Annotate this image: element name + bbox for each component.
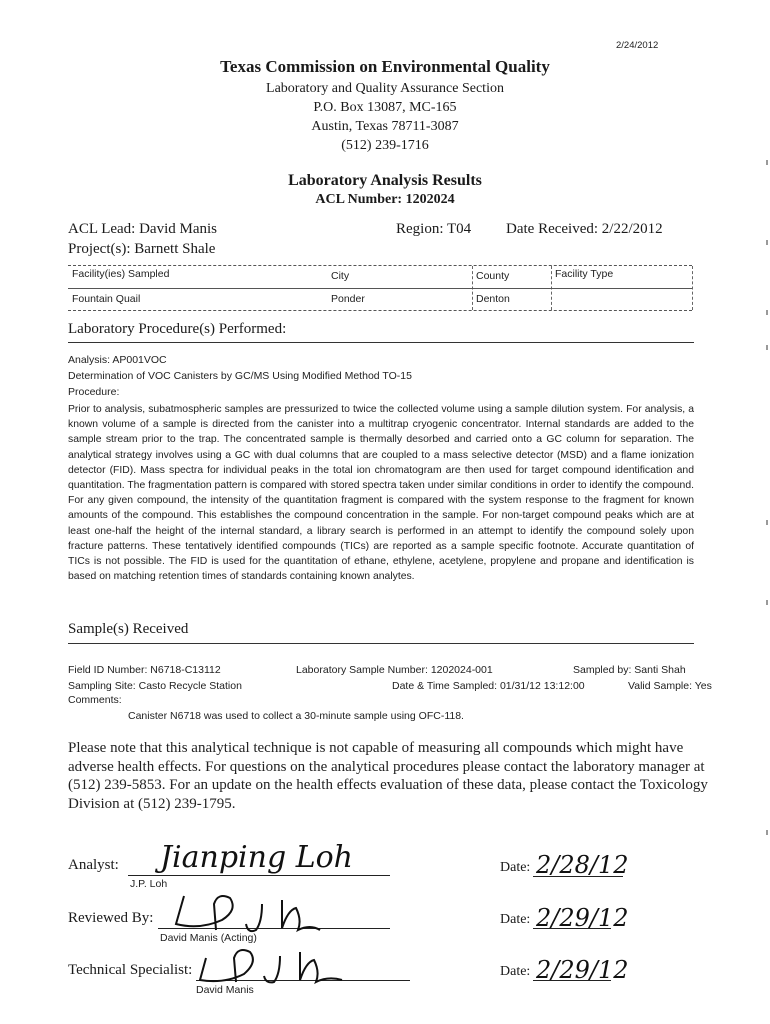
acl-lead: ACL Lead: David Manis: [68, 221, 217, 237]
section-name: Laboratory and Quality Assurance Section: [266, 81, 504, 96]
date-received: Date Received: 2/22/2012: [506, 221, 663, 237]
table-header-city: City: [331, 270, 350, 282]
field-id: Field ID Number: N6718-C13112: [68, 664, 221, 676]
table-cell-facility: Fountain Quail: [72, 293, 141, 305]
acl-number: ACL Number: 1202024: [315, 192, 455, 207]
sampling-site: Sampling Site: Casto Recycle Station: [68, 680, 242, 692]
lab-sample-number: Laboratory Sample Number: 1202024-001: [296, 664, 493, 676]
analysis-code: Analysis: AP001VOC: [68, 354, 167, 366]
health-notice: Please note that this analytical technique is not capable of measuring all compounds which might have adverse health effects. For questions on the analytical procedures please contact the laboratory manager at (512) 239-5853. For an update on the health effects evaluation of these data, please contact the Toxicology Division at (512) 239-1795.: [68, 740, 708, 812]
table-header-facility-type: Facility Type: [555, 268, 614, 280]
valid-sample: Valid Sample: Yes: [628, 680, 712, 692]
table-header-county: County: [476, 270, 510, 282]
analyst-signature: Jianping Loh: [160, 840, 353, 875]
reviewer-name: David Manis (Acting): [160, 932, 257, 944]
tech-date-label: Date:: [500, 964, 531, 979]
region: Region: T04: [396, 221, 472, 237]
analyst-label: Analyst:: [68, 857, 119, 873]
tech-specialist-name: David Manis: [196, 984, 254, 996]
procedure-label: Procedure:: [68, 386, 120, 398]
table-cell-city: Ponder: [331, 293, 365, 305]
samples-heading: Sample(s) Received: [68, 621, 189, 637]
reviewer-signature: [170, 890, 350, 935]
sample-comment: Canister N6718 was used to collect a 30-minute sample using OFC-118.: [128, 710, 464, 722]
reviewed-label: Reviewed By:: [68, 910, 154, 926]
org-name: Texas Commission on Environmental Quality: [220, 57, 550, 76]
po-box: P.O. Box 13087, MC-165: [313, 100, 457, 115]
report-date: 2/24/2012: [616, 40, 659, 51]
table-header-facility: Facility(ies) Sampled: [72, 268, 170, 280]
city-line: Austin, Texas 78711-3087: [311, 119, 459, 134]
phone: (512) 239-1716: [341, 138, 429, 153]
tech-date: 2/29/12: [536, 956, 629, 984]
analyst-name: J.P. Loh: [130, 878, 168, 890]
analyst-date-label: Date:: [500, 860, 531, 875]
reviewed-date: 2/29/12: [536, 904, 629, 932]
date-time-sampled: Date & Time Sampled: 01/31/12 13:12:00: [392, 680, 585, 692]
procedure-text: Prior to analysis, subatmospheric samples are pressurized to twice the collected volume using a sample dilution system. For analysis, a known volume of a sample is directed from the canister into a multitrap cryogenic concentrator. Internal standards are added to the sample stream prior to the trap. The concentrated sample is thermally desorbed and carried onto a GC column for separation. The analytical strategy involves using a GC with dual columns that are coupled to a mass selective detector (MSD) and a flame ionization detector (FID). Mass spectra for individual peaks in the total ion chromatogram are then used for target compound identification and quantitation. The fragmentation pattern is compared with stored spectra taken under similar conditions in order to identify the compound. For any given compound, the intensity of the quantitation fragment is compared with the system response to the fragment for known amounts of the compound. This establishes the compound concentration in the sample. For non-target compound peaks which are at least one-half the height of the internal standard, a library search is performed in an attempt to identify the compound solely upon fracture patterns. These tentatively identified compounds (TICs) are reported as a sample specific footnote. Accurate quantitation of TICs is not possible. The FID is used for the quantitation of ethane, ethylene, acetylene, propylene and propane and identification is based on matching retention times of standards containing known analytes.: [68, 404, 694, 583]
tech-specialist-label: Technical Specialist:: [68, 962, 193, 978]
tech-specialist-signature: [196, 940, 366, 985]
projects: Project(s): Barnett Shale: [68, 241, 216, 257]
reviewed-date-label: Date:: [500, 912, 531, 927]
determination: Determination of VOC Canisters by GC/MS Using Modified Method TO-15: [68, 370, 412, 382]
report-title: Laboratory Analysis Results: [288, 172, 482, 189]
comments-label: Comments:: [68, 694, 122, 706]
sampled-by: Sampled by: Santi Shah: [573, 664, 686, 676]
procedures-heading: Laboratory Procedure(s) Performed:: [68, 321, 287, 337]
table-cell-county: Denton: [476, 293, 510, 305]
analyst-date: 2/28/12: [536, 851, 629, 879]
